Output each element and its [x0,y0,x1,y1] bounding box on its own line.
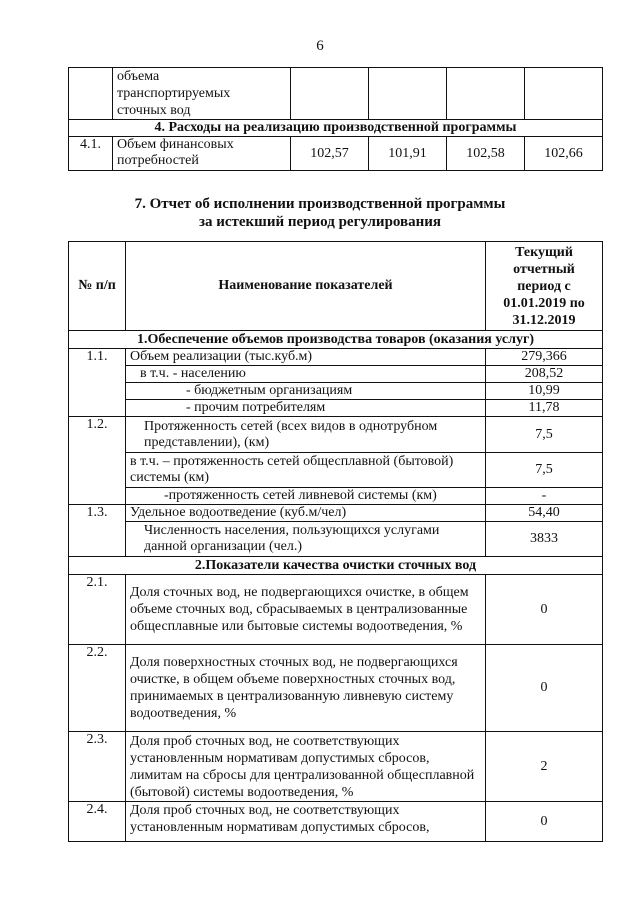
row-value: 10,99 [486,383,603,400]
table-row [69,645,603,732]
row-label: Протяженность сетей (всех видов в однотрубном представлении), (км) [126,417,486,453]
table-row [69,505,603,522]
section-title: 1.Обеспечение объемов производства товаров (оказания услуг) [69,331,603,349]
row-label: Доля поверхностных сточных вод, не подвергающихся очистке, в общем объеме поверхностных сточных вод, принимаемых в централизованную ливневую систему водоотведения, % [126,645,486,732]
row-number: 2.1. [69,575,126,645]
value-cell: 102,58 [447,137,525,171]
row-number: 2.4. [69,802,126,842]
row-label: Объем финансовых потребностей [113,137,291,171]
row-value: 0 [486,645,603,732]
header-row [69,242,603,331]
row-label: Численность населения, пользующихся услугами данной организации (чел.) [126,522,486,557]
row-label: -протяженность сетей ливневой системы (км) [126,488,486,505]
row-label [113,68,291,120]
value-cell [447,68,525,120]
table-row [69,453,603,488]
table-row [69,732,603,802]
row-label: Доля проб сточных вод, не соответствующих установленным нормативам допустимых сбросов, лимитам на сбросы для централизованной общесплавной (бытовой) системы водоотведения, % [126,732,486,802]
section-heading [0,195,640,231]
row-number: 2.2. [69,645,126,732]
heading-line: 7. Отчет об исполнении производственной программы [134,196,506,212]
table-row [69,366,603,383]
table-row [69,383,603,400]
section-title: 2.Показатели качества очистки сточных вод [69,557,603,575]
row-value: 7,5 [486,453,603,488]
page-number: 6 [316,38,324,54]
label-line: транспортируемых [117,86,231,101]
value-cell: 101,91 [369,137,447,171]
table-row [69,137,603,171]
row-value: 3833 [486,522,603,557]
row-label: - прочим потребителям [126,400,486,417]
top-table [68,67,603,171]
row-label: в т.ч. - населению [126,366,486,383]
header-number: № п/п [69,242,126,331]
row-value: 2 [486,732,603,802]
table-row [69,575,603,645]
table-row [69,68,603,120]
row-label: Удельное водоотведение (куб.м/чел) [126,505,486,522]
row-value: 0 [486,575,603,645]
value-cell [369,68,447,120]
table-row [69,522,603,557]
section-row [69,331,603,349]
section-row [69,557,603,575]
table-row [69,802,603,842]
row-value: 208,52 [486,366,603,383]
row-label: Объем реализации (тыс.куб.м) [126,349,486,366]
row-number: 1.3. [69,505,126,557]
row-value: 7,5 [486,417,603,453]
table-row [69,488,603,505]
label-line: объема [117,69,160,84]
report-table [68,241,603,842]
row-number: 4.1. [69,137,113,171]
table-row [69,400,603,417]
row-number: 2.3. [69,732,126,802]
header-period: Текущий отчетный период с 01.01.2019 по 31.12.2019 [486,242,603,331]
row-number [69,68,113,120]
row-label: - бюджетным организациям [126,383,486,400]
row-label: Доля проб сточных вод, не соответствующих установленным нормативам допустимых сбросов, [126,802,486,842]
row-value: 54,40 [486,505,603,522]
header-name: Наименование показателей [126,242,486,331]
row-value: - [486,488,603,505]
value-cell [525,68,603,120]
heading-line: за истекший период регулирования [198,214,442,230]
row-value: 0 [486,802,603,842]
row-value: 279,366 [486,349,603,366]
value-cell: 102,66 [525,137,603,171]
row-number: 1.1. [69,349,126,417]
row-label: в т.ч. – протяженность сетей общесплавной (бытовой) системы (км) [126,453,486,488]
row-number: 1.2. [69,417,126,505]
value-cell: 102,57 [291,137,369,171]
value-cell [291,68,369,120]
label-line: сточных вод [117,103,191,118]
row-label: Доля сточных вод, не подвергающихся очистке, в общем объеме сточных вод, сбрасываемых в централизованные общесплавные или бытовые системы водоотведения, % [126,575,486,645]
section-title: 4. Расходы на реализацию производственной программы [69,120,603,137]
section-row [69,120,603,137]
table-row [69,417,603,453]
table-row [69,349,603,366]
row-value: 11,78 [486,400,603,417]
